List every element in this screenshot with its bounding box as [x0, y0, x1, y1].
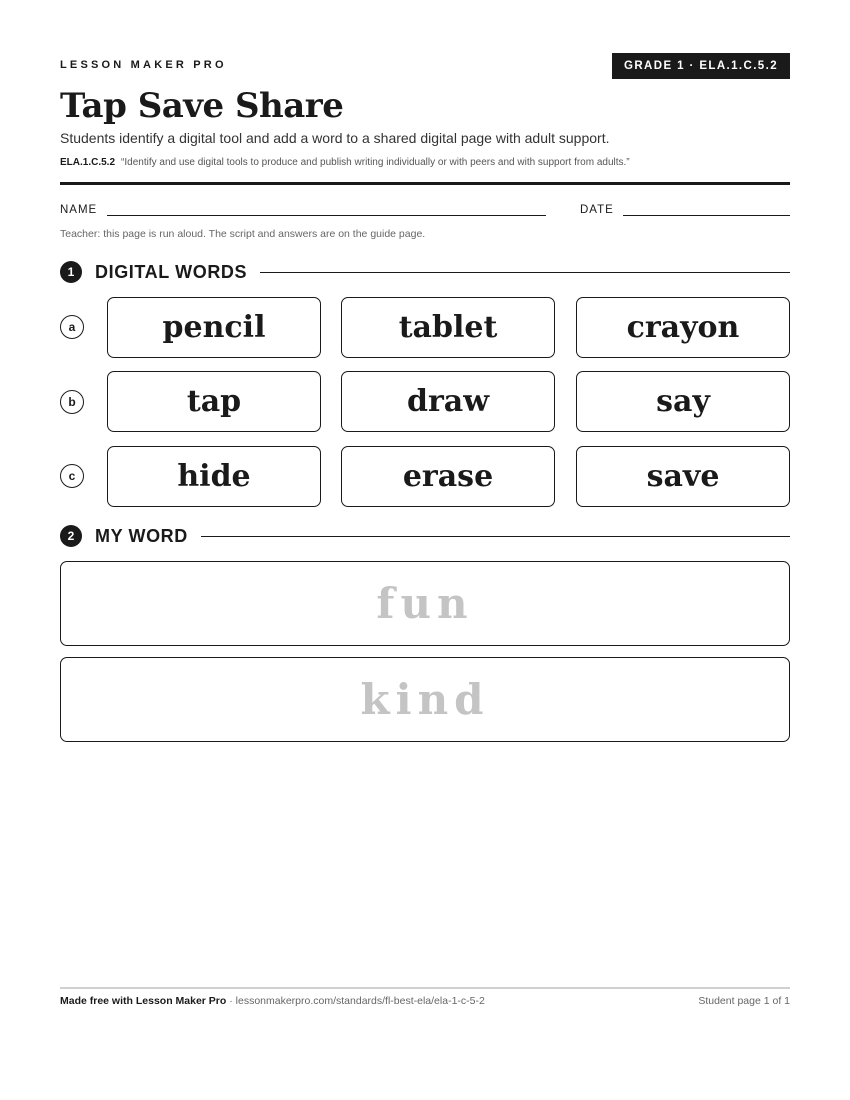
- my-word-box[interactable]: [60, 561, 790, 646]
- trace-word: kind: [360, 675, 490, 724]
- standard-text: “Identify and use digital tools to produce and publish writing individually or with peers and with support from adults.”: [121, 157, 630, 168]
- standard-code: ELA.1.C.5.2: [60, 157, 116, 168]
- word-card[interactable]: tablet: [341, 297, 555, 358]
- section-my-word-header: [60, 524, 790, 548]
- date-field[interactable]: [623, 215, 790, 216]
- my-word-box[interactable]: [60, 657, 790, 742]
- word-card[interactable]: save: [576, 446, 790, 507]
- trace-word: fun: [376, 579, 474, 628]
- page-title: Tap Save Share: [60, 86, 344, 126]
- standard-line: [60, 157, 630, 168]
- grade-standard-badge: GRADE 1 · ELA.1.C.5.2: [612, 53, 790, 79]
- page-subtitle: Students identify a digital tool and add a word to a shared digital page with adult support.: [60, 130, 610, 146]
- word-card[interactable]: pencil: [107, 297, 321, 358]
- footer-credit: [60, 995, 485, 1007]
- section-rule: [201, 536, 790, 537]
- footer-made-with: Made free with Lesson Maker Pro: [60, 995, 227, 1007]
- header-divider: [60, 182, 790, 185]
- section-rule: [260, 272, 790, 273]
- worksheet-page: [60, 0, 790, 1100]
- date-label: DATE: [580, 204, 614, 216]
- section-title-my-word: MY WORD: [95, 525, 188, 546]
- brand-name: LESSON MAKER PRO: [60, 59, 227, 71]
- row-letter-b: b: [60, 390, 84, 414]
- section-number-2: 2: [60, 525, 82, 547]
- teacher-note: Teacher: this page is run aloud. The script and answers are on the guide page.: [60, 228, 426, 240]
- footer-url: · lessonmakerpro.com/standards/fl-best-ela/ela-1-c-5-2: [226, 995, 485, 1007]
- word-card[interactable]: tap: [107, 371, 321, 432]
- footer-page-number: Student page 1 of 1: [698, 995, 790, 1007]
- section-digital-words-header: [60, 260, 790, 284]
- footer-divider: [60, 987, 790, 989]
- word-card[interactable]: erase: [341, 446, 555, 507]
- row-letter-a: a: [60, 315, 84, 339]
- word-card[interactable]: draw: [341, 371, 555, 432]
- word-card[interactable]: hide: [107, 446, 321, 507]
- row-letter-c: c: [60, 464, 84, 488]
- word-card[interactable]: say: [576, 371, 790, 432]
- word-card[interactable]: crayon: [576, 297, 790, 358]
- name-label: NAME: [60, 204, 98, 216]
- section-title-digital-words: DIGITAL WORDS: [95, 261, 248, 282]
- name-field[interactable]: [107, 215, 546, 216]
- section-number-1: 1: [60, 261, 82, 283]
